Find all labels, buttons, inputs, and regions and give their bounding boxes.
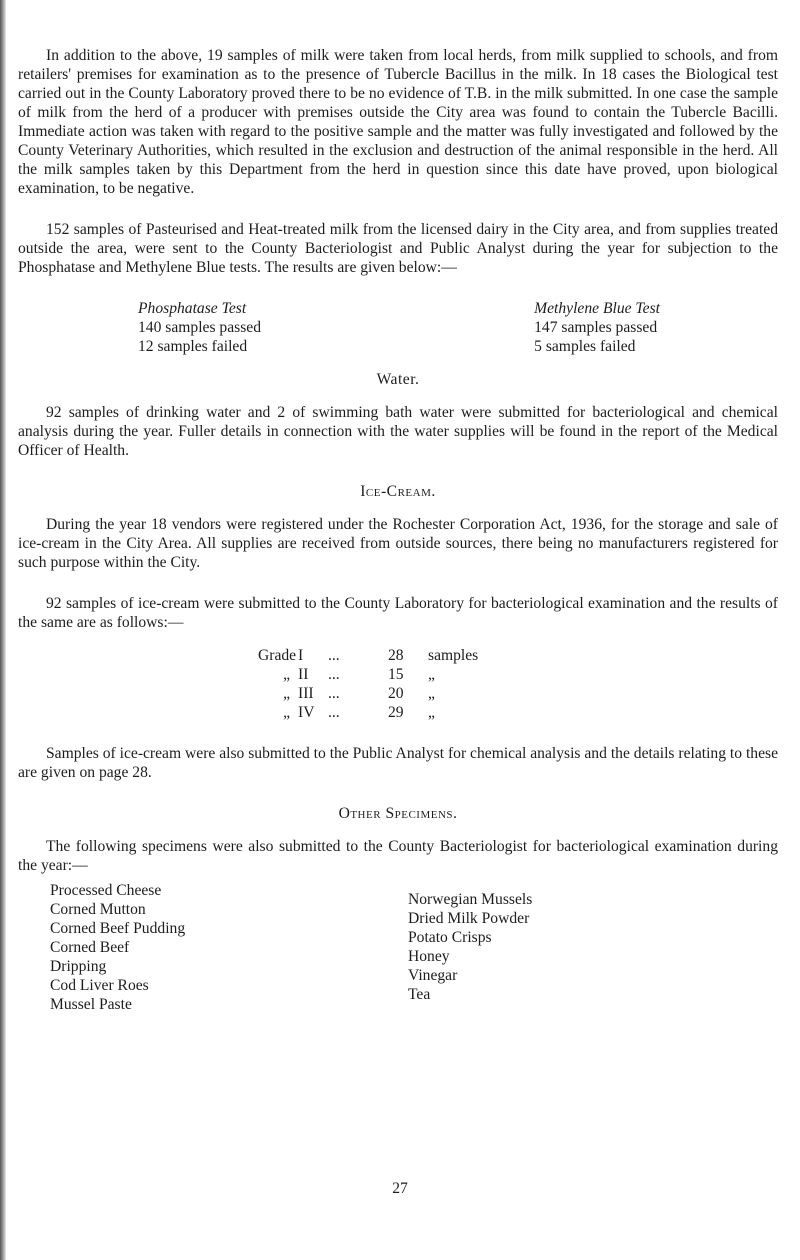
grade-list — [258, 646, 498, 722]
methylene-title: Methylene Blue Test — [534, 300, 660, 317]
ice-cream-samples-paragraph: 92 samples of ice-cream were submitted to the County Laboratory for bacteriological examination and the results of the same are as follows:— — [18, 595, 778, 631]
list-item: Corned Beef Pudding — [50, 920, 186, 937]
ice-cream-vendors-paragraph: During the year 18 vendors were registered under the Rochester Corporation Act, 1936, for the storage and sale of ice-cream in the City Area. All supplies are received from outside sources, there being no manufacturers registered for such purpose within the City. — [18, 516, 778, 571]
grade-dots: ... — [328, 647, 340, 664]
grade-unit: „ — [428, 704, 435, 721]
grade-row — [258, 665, 498, 684]
grade-value: I — [298, 647, 304, 664]
grade-row — [258, 684, 498, 703]
methylene-results — [534, 299, 660, 356]
list-item: Potato Crisps — [408, 929, 492, 946]
binding-edge — [0, 0, 6, 1260]
phosphatase-results — [138, 299, 261, 356]
list-item: Tea — [408, 986, 431, 1003]
grade-value: IV — [298, 704, 315, 721]
list-item: Dried Milk Powder — [408, 910, 530, 927]
list-item: Vinegar — [408, 967, 458, 984]
grade-unit: samples — [428, 647, 479, 664]
grade-row — [258, 703, 498, 722]
list-item: Norwegian Mussels — [408, 891, 533, 908]
grade-value: II — [298, 666, 309, 683]
phosphatase-title: Phosphatase Test — [138, 300, 247, 317]
ice-cream-analysis-paragraph: Samples of ice-cream were also submitted to the Public Analyst for chemical analysis and the details relating to these are given on page 28. — [18, 745, 778, 781]
specimen-list-left — [50, 881, 408, 1014]
document-page — [18, 46, 778, 1014]
grade-unit: „ — [428, 666, 435, 683]
grade-value: III — [298, 685, 314, 702]
phosphatase-failed: 12 samples failed — [138, 338, 248, 355]
page-number: 27 — [392, 1180, 408, 1197]
grade-label: Grade — [258, 647, 297, 664]
grade-dots: ... — [328, 666, 340, 683]
methylene-failed: 5 samples failed — [534, 338, 636, 355]
list-item: Dripping — [50, 958, 107, 975]
grade-count: 15 — [388, 666, 404, 683]
grade-dots: ... — [328, 704, 340, 721]
test-results — [18, 299, 778, 356]
list-item: Corned Beef — [50, 939, 130, 956]
milk-herds-paragraph: In addition to the above, 19 samples of milk were taken from local herds, from milk supplied to schools, and from retailers' premises for examination as to the presence of Tubercle Bacillus in the milk. In 18 cases the Biological test carried out in the County Laboratory proved there to be no evidence of T.B. in the milk submitted. In one case the sample of milk from the herd of a producer with premises outside the City area was found to contain the Tubercle Bacilli. Immediate action was taken with regard to the positive sample and the matter was fully investigated and followed by the County Veterinary Authorities, which resulted in the exclusion and destruction of the animal responsible in the herd. All the milk samples taken by this Department from the herd in question since this date have proved, upon biological examination, to be negative. — [18, 47, 778, 197]
water-heading: Water. — [376, 371, 420, 388]
other-specimens-paragraph: The following specimens were also submitted to the County Bacteriologist for bacteriological examination during the year:— — [18, 838, 778, 874]
other-specimens-heading: Other Specimens. — [338, 805, 458, 822]
list-item: Honey — [408, 948, 450, 965]
grade-count: 29 — [388, 704, 404, 721]
grade-label: „ — [283, 685, 290, 702]
grade-count: 28 — [388, 647, 404, 664]
specimen-list — [18, 881, 778, 1014]
water-paragraph: 92 samples of drinking water and 2 of swimming bath water were submitted for bacteriological and chemical analysis during the year. Fuller details in connection with the water supplies will be found in the report of the Medical Officer of Health. — [18, 404, 778, 459]
grade-dots: ... — [328, 685, 340, 702]
list-item: Corned Mutton — [50, 901, 146, 918]
list-item: Mussel Paste — [50, 996, 132, 1013]
grade-count: 20 — [388, 685, 404, 702]
specimen-list-right — [408, 881, 532, 1014]
ice-cream-heading: Ice-Cream. — [360, 483, 436, 500]
grade-label: „ — [283, 666, 290, 683]
list-item: Processed Cheese — [50, 882, 162, 899]
grade-row — [258, 646, 498, 665]
grade-label: „ — [283, 704, 290, 721]
list-item: Cod Liver Roes — [50, 977, 149, 994]
phosphatase-passed: 140 samples passed — [138, 319, 261, 336]
grade-unit: „ — [428, 685, 435, 702]
methylene-passed: 147 samples passed — [534, 319, 658, 336]
pasteurised-paragraph: 152 samples of Pasteurised and Heat-treated milk from the licensed dairy in the City area, and from supplies treated outside the area, were sent to the County Bacteriologist and Public Analyst during the year for subjection to the Phosphatase and Methylene Blue tests. The results are given below:— — [18, 221, 778, 276]
